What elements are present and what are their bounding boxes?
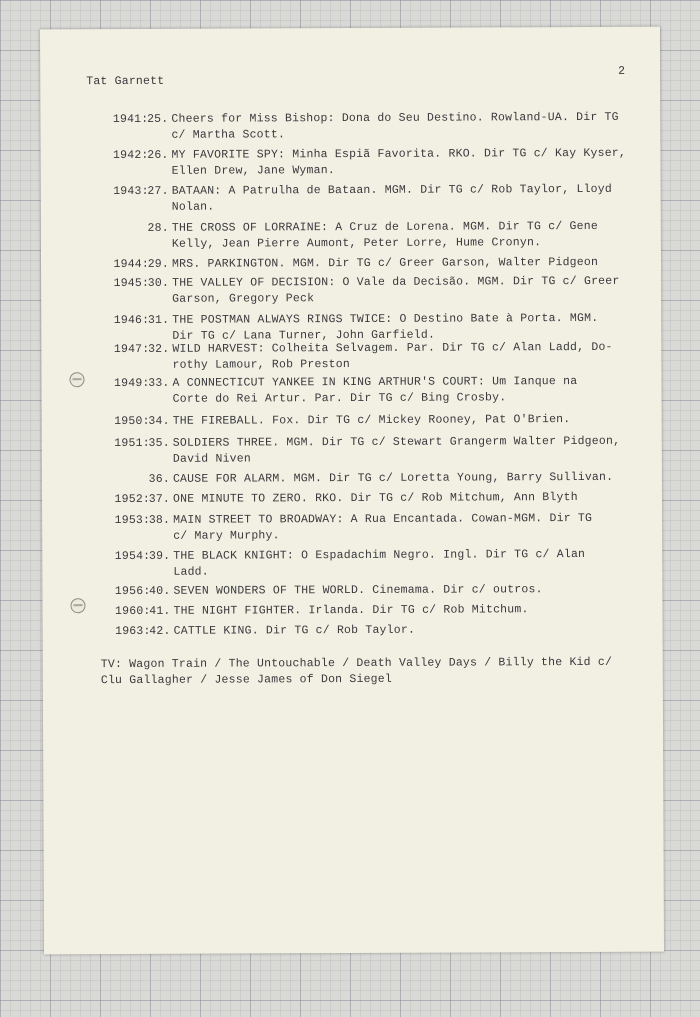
page-number: 2: [618, 64, 626, 78]
film-entry: [42, 511, 662, 543]
entry-year: 1954:: [114, 549, 151, 564]
entry-number: 27.: [147, 184, 169, 198]
entry-number: 35.: [148, 436, 170, 450]
entry-year: 1942:: [112, 148, 149, 163]
entry-number: 29.: [147, 257, 170, 271]
entry-text-line-1: CATTLE KING. Dir TG c/ Rob Taylor.: [173, 623, 416, 638]
entry-number: 34.: [148, 414, 170, 428]
entry-text-line-1: MY FAVORITE SPY: Minha Espiã Favorita. RKO. Dir TG c/ Kay Kyser,: [171, 146, 627, 162]
entry-text-line-1: A CONNECTICUT YANKEE IN KING ARTHUR'S COURT: Um Ianque na: [172, 375, 578, 390]
author-name: Tat Garnett: [86, 74, 165, 89]
entry-text-line-1: THE FIREBALL. Fox. Dir TG c/ Mickey Rooney, Pat O'Brien.: [172, 413, 571, 428]
entry-number: 42.: [149, 624, 171, 638]
entry-number: 30.: [147, 276, 170, 290]
film-entry: [42, 434, 662, 466]
entry-year: 1947:: [113, 342, 150, 357]
entry-number: 36.: [148, 472, 170, 486]
entry-number: 41.: [149, 604, 171, 618]
entry-number: 39.: [148, 549, 171, 563]
entry-text-line-1: MAIN STREET TO BROADWAY: A Rua Encantada. Cowan-MGM. Dir TG: [173, 511, 593, 527]
punch-hole-top: [69, 372, 84, 387]
film-entry: [41, 340, 661, 372]
film-entry: [42, 470, 662, 486]
entry-text-line-1: SOLDIERS THREE. MGM. Dir TG c/ Stewart Grangerm Walter Pidgeon,: [172, 434, 621, 450]
entry-text-line-2: Nolan.: [171, 200, 215, 214]
film-entry: [41, 146, 661, 178]
film-entry: [42, 491, 662, 507]
entry-text-line-1: THE VALLEY OF DECISION: O Vale da Decisão. MGM. Dir TG c/ Greer: [172, 274, 620, 290]
entry-text-line-1: WILD HARVEST: Colheita Selvagem. Par. Dir TG c/ Alan Ladd, Do-: [172, 340, 613, 356]
entry-year: 1956:: [114, 584, 151, 599]
entry-year: 1946:: [113, 313, 150, 328]
entry-number: 28.: [147, 221, 169, 235]
film-entry: [42, 583, 662, 599]
film-entry: [41, 311, 661, 343]
entry-number: 40.: [149, 584, 171, 598]
entry-text-line-1: Cheers for Miss Bishop: Dona do Seu Destino. Rowland-UA. Dir TG: [171, 110, 619, 126]
tv-credits-line-2: Clu Gallagher / Jesse James of Don Siegel: [100, 672, 393, 688]
entry-number: 31.: [147, 313, 170, 327]
film-entry: [40, 110, 660, 142]
entry-year: 1963:: [115, 624, 151, 639]
film-entry: [42, 547, 662, 579]
entry-year: 1943:: [113, 184, 149, 199]
entry-text-line-2: rothy Lamour, Rob Preston: [172, 358, 351, 372]
entry-number: 38.: [148, 513, 171, 527]
film-entry: [41, 219, 661, 251]
entry-year: 1951:: [114, 436, 150, 451]
entry-text-line-1: THE NIGHT FIGHTER. Irlanda. Dir TG c/ Rob Mitchum.: [173, 603, 529, 618]
entry-year: 1952:: [114, 492, 151, 507]
film-entry: [41, 182, 661, 214]
entry-text-line-2: Ellen Drew, Jane Wyman.: [171, 164, 335, 178]
entry-text-line-2: c/ Mary Murphy.: [173, 529, 280, 543]
entry-year: 1960:: [114, 604, 151, 619]
film-entry: [42, 375, 662, 406]
entry-text-line-1: THE POSTMAN ALWAYS RINGS TWICE: O Destino Bate à Porta. MGM.: [172, 311, 599, 327]
film-entry: [41, 255, 661, 272]
entry-year: 1941:: [112, 112, 149, 127]
entry-year: 1950:: [114, 414, 150, 429]
entry-number: 37.: [148, 492, 171, 506]
entry-number: 26.: [147, 148, 169, 162]
entry-text-line-2: Dir TG c/ Lana Turner, John Garfield.: [172, 328, 436, 343]
film-entry: [41, 274, 661, 306]
film-entry: [43, 623, 663, 639]
entry-text-line-1: CAUSE FOR ALARM. MGM. Dir TG c/ Loretta Young, Barry Sullivan.: [172, 470, 614, 486]
entry-number: 32.: [148, 342, 170, 356]
entry-text-line-2: Kelly, Jean Pierre Aumont, Peter Lorre, Hume Cronyn.: [171, 236, 542, 251]
entry-number: 33.: [148, 376, 170, 390]
film-entry: [42, 413, 662, 429]
entry-text-line-1: SEVEN WONDERS OF THE WORLD. Cinemama. Dir c/ outros.: [173, 583, 543, 598]
tv-credits-line-1: TV: Wagon Train / The Untouchable / Death Valley Days / Billy the Kid c/: [100, 655, 613, 672]
entry-number: 25.: [147, 112, 169, 126]
entry-text-line-2: Garson, Gregory Peck: [172, 292, 315, 306]
entry-text-line-2: Ladd.: [173, 565, 209, 579]
entry-text-line-2: c/ Martha Scott.: [171, 128, 286, 142]
punch-hole-bottom: [70, 598, 85, 613]
entry-year: 1953:: [114, 513, 151, 528]
entry-text-line-1: THE BLACK KNIGHT: O Espadachim Negro. Ingl. Dir TG c/ Alan: [173, 547, 586, 563]
entry-text-line-1: ONE MINUTE TO ZERO. RKO. Dir TG c/ Rob Mitchum, Ann Blyth: [173, 491, 578, 506]
entry-text-line-1: BATAAN: A Patrulha de Bataan. MGM. Dir TG c/ Rob Taylor, Lloyd: [171, 182, 612, 198]
entry-year: 1949:: [113, 376, 150, 391]
entry-year: 1944:: [113, 257, 150, 272]
entry-text-line-2: Corte do Rei Artur. Par. Dir TG c/ Bing Crosby.: [172, 391, 507, 406]
entry-year: 1945:: [113, 276, 150, 291]
typewritten-page: [40, 27, 664, 955]
entry-text-line-1: THE CROSS OF LORRAINE: A Cruz de Lorena. MGM. Dir TG c/ Gene: [171, 219, 598, 235]
entry-text-line-2: David Niven: [172, 452, 252, 466]
film-entry: [42, 603, 662, 619]
entry-text-line-1: MRS. PARKINGTON. MGM. Dir TG c/ Greer Garson, Walter Pidgeon: [171, 255, 599, 271]
